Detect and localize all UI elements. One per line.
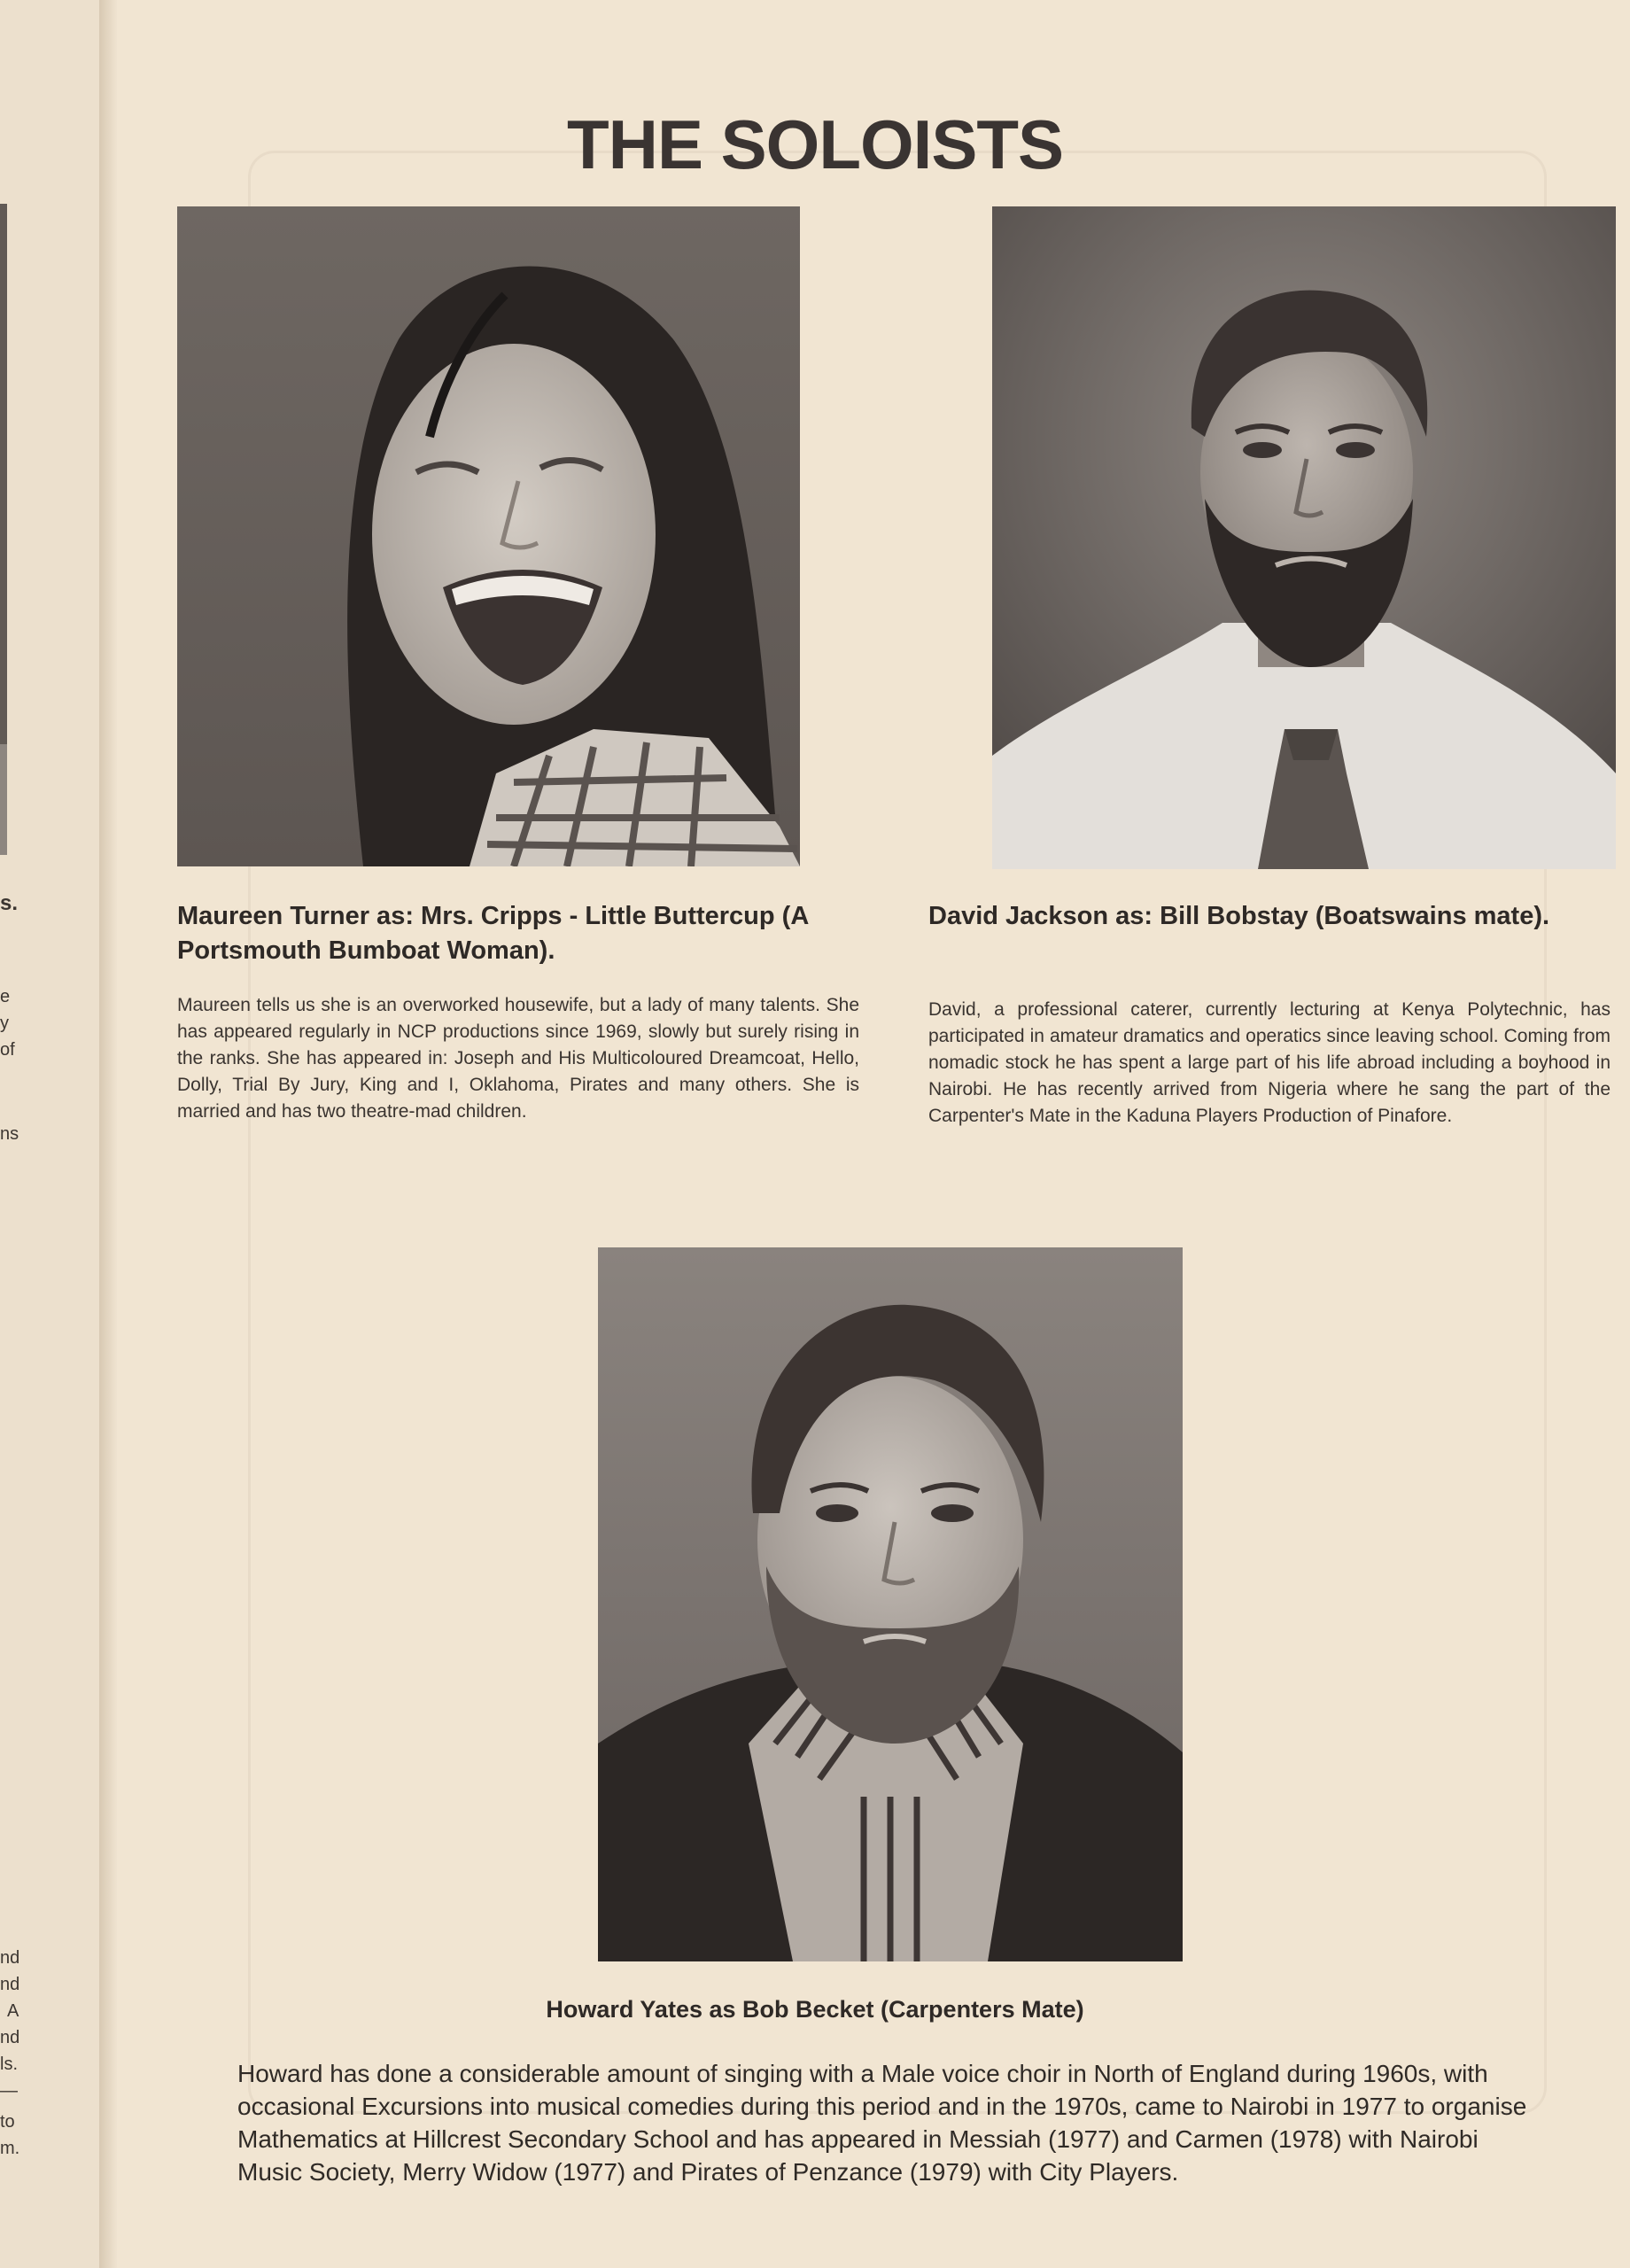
adjacent-text-fragment: ls. [0, 2054, 18, 2074]
page-gutter [99, 0, 117, 2268]
soloist-caption-maureen: Maureen Turner as: Mrs. Cripps - Little Buttercup (A Portsmouth Bumboat Woman). [177, 902, 809, 965]
adjacent-text-fragment: ns [0, 1124, 19, 1144]
adjacent-text-fragment: nd [0, 1948, 20, 1968]
adjacent-text-fragment: e [0, 987, 11, 1006]
soloist-photo-howard [598, 1247, 1183, 1961]
adjacent-page-edge [0, 0, 101, 2268]
adjacent-text-fragment: y [0, 1014, 9, 1033]
adjacent-text-fragment: — [0, 2081, 18, 2101]
soloist-photo-maureen [177, 206, 800, 866]
soloist-caption-howard: Howard Yates as Bob Becket (Carpenters Mate) [546, 1996, 1084, 2023]
soloist-caption-david: David Jackson as: Bill Bobstay (Boatswains mate). [928, 902, 1550, 930]
adjacent-text-fragment: to [0, 2112, 15, 2132]
soloist-bio-maureen: Maureen tells us she is an overworked housewife, but a lady of many talents. She has appeared regularly in NCP productions since 1969, slowly but surely rising in the ranks. She has appeared in: Joseph and His Multicoloured Dreamcoat, Hello, Dolly, Trial By Jury, King and I, Oklahoma, Pirates and many others. She is married and has two theatre-mad children. [177, 995, 859, 1122]
page-title: THE SOLOISTS [566, 105, 1064, 183]
adjacent-text-fragment: m. [0, 2139, 20, 2158]
portrait-bearded-man-striped-shirt-icon [598, 1247, 1183, 1961]
soloist-photo-david [992, 206, 1616, 869]
portrait-woman-laughing-icon [177, 206, 800, 866]
adjacent-text-fragment: A [7, 2001, 19, 2021]
adjacent-text-fragment: nd [0, 2028, 20, 2047]
adjacent-text-fragment: of [0, 1040, 15, 1060]
soloist-bio-david: David, a professional caterer, currently lecturing at Kenya Polytechnic, has participated in amateur dramatics and operatics since leaving school. Coming from nomadic stock he has spent a large part of his life abroad including a boyhood in Nairobi. He has recently arrived from Nigeria where he sang the part of the Carpenter's Mate in the Kaduna Players Production of Pinafore. [928, 999, 1611, 1126]
soloist-bio-howard: Howard has done a considerable amount of singing with a Male voice choir in North of England during 1960s, with occasional Excursions into musical comedies during this period and in the 1970s, came to Nairobi in 1977 to organise Mathematics at Hillcrest Secondary School and has appeared in Messiah (1977) and Carmen (1978) with Nairobi Music Society, Merry Widow (1977) and Pirates of Penzance (1979) with City Players. [237, 2060, 1527, 2186]
adjacent-photo-edge-light [0, 744, 7, 855]
adjacent-text-fragment: s. [0, 891, 19, 915]
adjacent-text-fragment: nd [0, 1975, 20, 1994]
portrait-bearded-man-tie-icon [992, 206, 1616, 869]
